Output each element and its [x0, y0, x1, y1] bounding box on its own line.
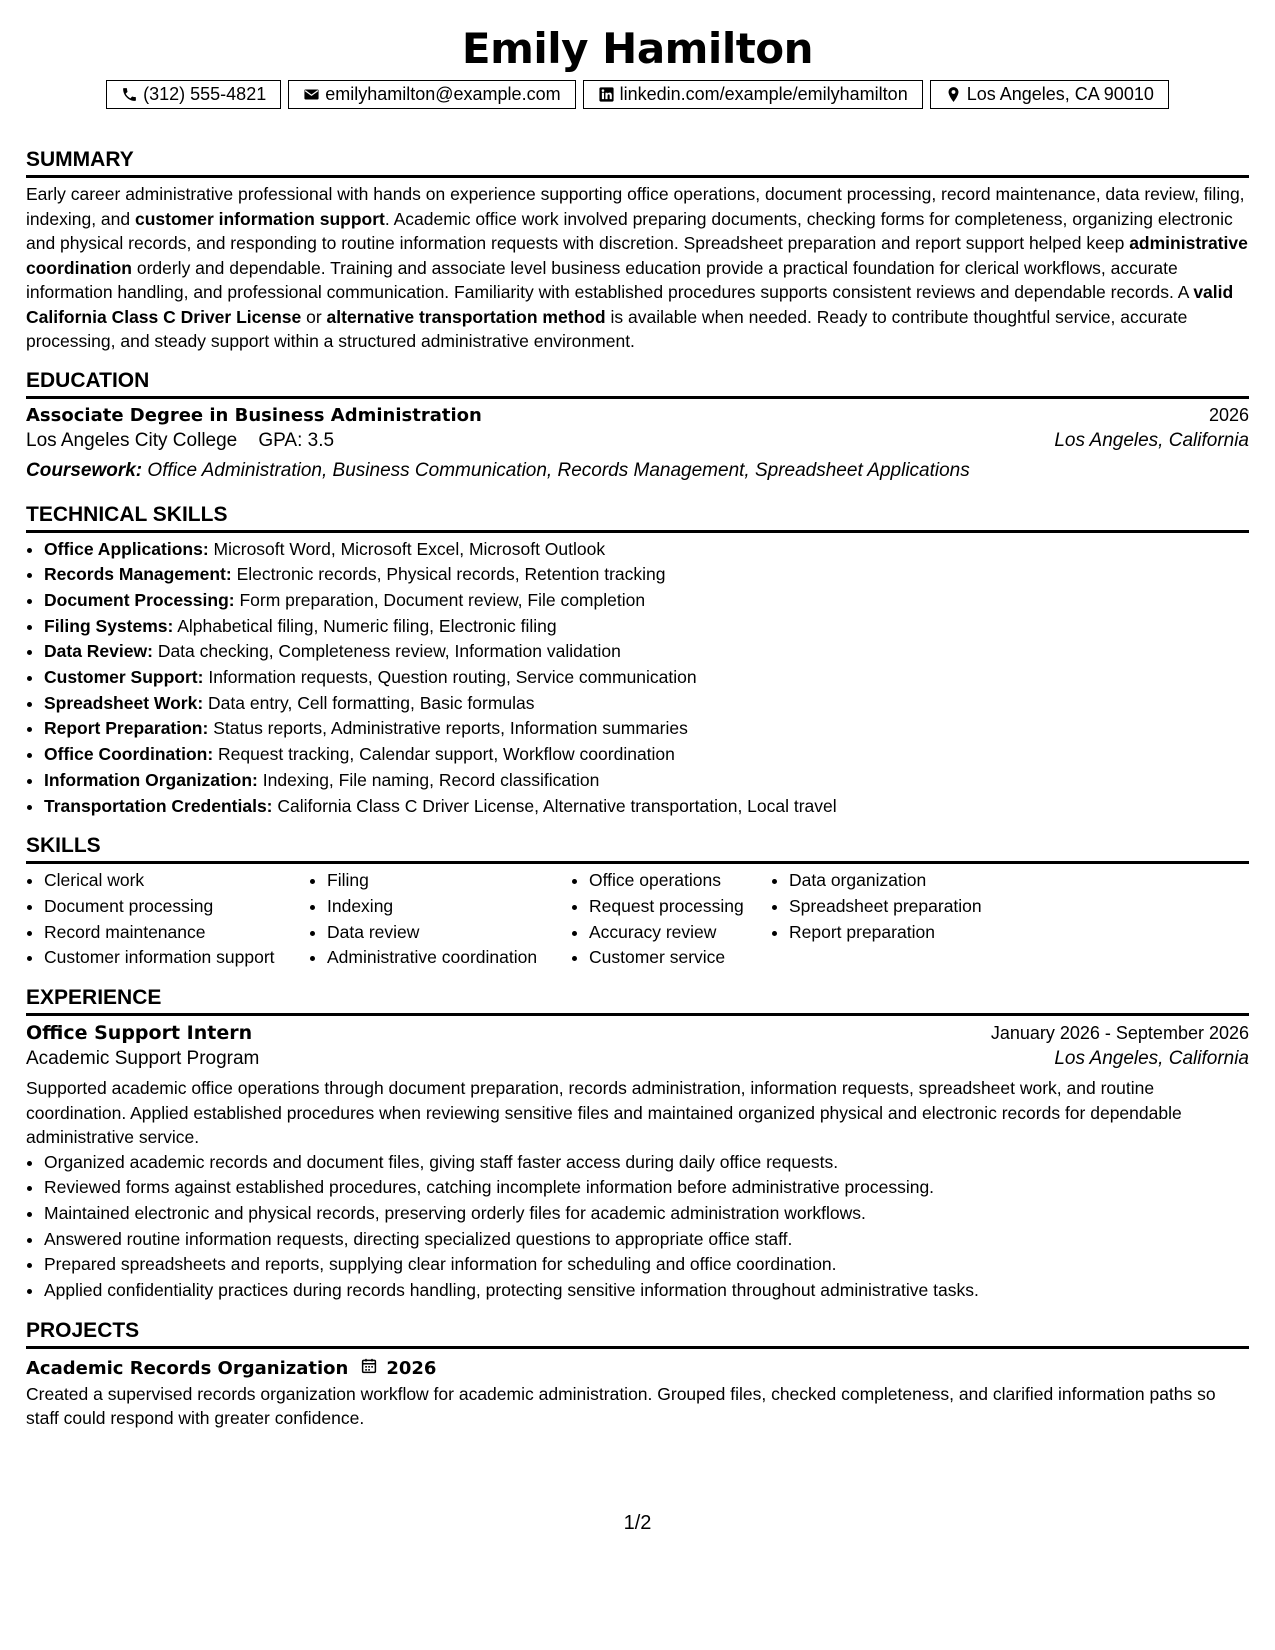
technical-skill-value: Form preparation, Document review, File completion: [239, 589, 646, 610]
technical-skill-value: Data entry, Cell formatting, Basic formulas: [208, 692, 535, 713]
skills-columns: [26, 868, 1249, 971]
section-heading: PROJECTS: [26, 1318, 1249, 1349]
technical-skill-item: [44, 691, 1249, 717]
resume-page: [26, 20, 1249, 1431]
technical-skill-value: Data checking, Completeness review, Information validation: [157, 641, 621, 662]
linkedin-icon: [598, 86, 615, 103]
skill-item: • Customer information support: [44, 945, 309, 971]
education-row-1: [26, 405, 1249, 426]
technical-skill-label: Customer Support:: [44, 667, 204, 688]
skill-item: • Clerical work: [44, 868, 309, 894]
technical-skill-label: Report Preparation:: [44, 718, 209, 739]
technical-skill-value: Status reports, Administrative reports, Information summaries: [213, 718, 688, 739]
job-dates: January 2026 - September 2026: [990, 1023, 1249, 1044]
section-heading: EDUCATION: [26, 368, 1249, 399]
school-location: Los Angeles, California: [1054, 429, 1249, 451]
project-description: Created a supervised records organization workflow for academic administration. Grouped files, checked completeness, and clarified information paths so staff could respond with greater confidence.: [26, 1383, 1216, 1429]
experience-bullet: • Reviewed forms against established procedures, catching incomplete information before administrative processing.: [44, 1175, 1249, 1201]
technical-skill-value: Electronic records, Physical records, Retention tracking: [236, 564, 666, 585]
section-heading: SUMMARY: [26, 147, 1249, 178]
technical-skill-label: Spreadsheet Work:: [44, 692, 204, 713]
experience-bullets: [26, 1150, 1249, 1304]
section-heading: EXPERIENCE: [26, 985, 1249, 1016]
experience-bullet: • Applied confidentiality practices during records handling, protecting sensitive information throughout administrative tasks.: [44, 1278, 1249, 1304]
calendar-icon: [360, 1357, 378, 1380]
job-description: Supported academic office operations through document preparation, records administration, information requests, spreadsheet work, and routine coordination. Applied established procedures when reviewing sensitive files and maintained organized physical and electronic records for dependable administrative service.: [26, 1078, 1182, 1148]
technical-skill-item: [44, 794, 1249, 820]
contact-phone[interactable]: [106, 80, 281, 109]
skill-item: • Data review: [327, 920, 571, 946]
technical-skill-value: California Class C Driver License, Alternative transportation, Local travel: [277, 795, 837, 816]
summary-fragment: Early career administrative professional with hands on experience supporting office operations, document processing, record maintenance, data review, filing, indexing, and: [26, 184, 1245, 229]
contact-phone-text: (312) 555-4821: [143, 84, 267, 104]
contact-email-text: emilyhamilton@example.com: [325, 84, 561, 104]
section-heading: TECHNICAL SKILLS: [26, 502, 1249, 533]
skills-column: [309, 868, 571, 971]
technical-skill-item: [44, 537, 1249, 563]
envelope-icon: [303, 86, 320, 103]
skills-section: [26, 833, 1249, 971]
technical-skill-value: Information requests, Question routing, Service communication: [208, 667, 697, 688]
coursework-label: Coursework:: [26, 459, 143, 481]
technical-skill-label: Office Coordination:: [44, 744, 214, 765]
technical-skill-label: Transportation Credentials:: [44, 795, 273, 816]
skill-item: • Accuracy review: [589, 920, 771, 946]
experience-row-1: [26, 1022, 1249, 1044]
summary-highlight: valid California Class C Driver License: [26, 282, 1234, 327]
contact-location: [930, 80, 1169, 109]
contact-location-text: Los Angeles, CA 90010: [966, 84, 1154, 104]
summary-fragment: is available when needed. Ready to contribute thoughtful service, accurate processing, and steady support within a structured administrative environment.: [26, 306, 1188, 351]
technical-skills-section: [26, 502, 1249, 820]
technical-skill-value: Request tracking, Calendar support, Workflow coordination: [218, 744, 675, 765]
technical-skill-label: Information Organization:: [44, 769, 258, 790]
summary-highlight: customer information support: [134, 208, 385, 229]
technical-skill-label: Records Management:: [44, 564, 232, 585]
technical-skills-list: [26, 537, 1249, 820]
experience-bullet: • Answered routine information requests, directing specialized questions to appropriate office staff.: [44, 1227, 1249, 1253]
organization: Academic Support Program: [26, 1048, 260, 1070]
school-name: Los Angeles City College: [26, 429, 238, 451]
skills-column: [771, 868, 1011, 971]
phone-icon: [121, 86, 138, 103]
map-marker-icon: [945, 86, 962, 103]
summary-highlight: administrative coordination: [26, 233, 1248, 278]
experience-bullet: • Maintained electronic and physical records, preserving orderly files for academic administration workflows.: [44, 1201, 1249, 1227]
technical-skill-item: [44, 742, 1249, 768]
summary-fragment: . Academic office work involved preparing documents, checking forms for completeness, organizing electronic and physical records, and responding to routine information requests with discretion. Spreadsheet preparation and report support helped keep: [26, 208, 1233, 253]
experience-row-2: [26, 1044, 1249, 1074]
technical-skill-item: [44, 588, 1249, 614]
gpa: GPA: 3.5: [258, 429, 335, 451]
projects-section: [26, 1318, 1249, 1431]
experience-bullet: • Prepared spreadsheets and reports, supplying clear information for scheduling and office coordination.: [44, 1252, 1249, 1278]
page-number: 1/2: [623, 1512, 652, 1534]
skill-item: • Record maintenance: [44, 920, 309, 946]
skills-column: [26, 868, 309, 971]
summary-fragment: orderly and dependable. Training and associate level business education provide a practical foundation for clerical workflows, accurate information handling, and professional communication. Familiarity with established procedures supports consistent reviews and dependable records. A: [26, 257, 1194, 302]
skills-column: [571, 868, 771, 971]
experience-section: [26, 985, 1249, 1304]
job-location: Los Angeles, California: [1054, 1048, 1249, 1070]
coursework-list: Office Administration, Business Communication, Records Management, Spreadsheet Applications: [147, 459, 970, 481]
technical-skill-item: [44, 665, 1249, 691]
contact-linkedin[interactable]: [583, 80, 923, 109]
skill-item: • Office operations: [589, 868, 771, 894]
technical-skill-label: Data Review:: [44, 641, 153, 662]
degree-name: Associate Degree in Business Administration: [26, 404, 482, 426]
technical-skill-label: Office Applications:: [44, 538, 209, 559]
coursework-line: [26, 456, 1249, 486]
technical-skill-item: [44, 614, 1249, 640]
contact-linkedin-text: linkedin.com/example/emilyhamilton: [619, 84, 908, 104]
skill-item: • Filing: [327, 868, 571, 894]
technical-skill-item: [44, 639, 1249, 665]
section-heading: SKILLS: [26, 833, 1249, 864]
project-name: Academic Records Organization: [26, 1357, 349, 1379]
skill-item: • Indexing: [327, 894, 571, 920]
skill-item: • Spreadsheet preparation: [789, 894, 1011, 920]
technical-skill-label: Filing Systems:: [44, 615, 174, 636]
summary-highlight: alternative transportation method: [326, 306, 606, 327]
education-section: [26, 368, 1249, 486]
technical-skill-value: Indexing, File naming, Record classification: [262, 769, 600, 790]
technical-skill-item: [44, 716, 1249, 742]
contact-bar: [26, 80, 1249, 109]
experience-bullet: • Organized academic records and document files, giving staff faster access during daily office requests.: [44, 1150, 1249, 1176]
summary-fragment: or: [301, 306, 327, 327]
contact-email[interactable]: [288, 80, 575, 109]
summary-section: [26, 147, 1249, 354]
job-title: Office Support Intern: [26, 1022, 253, 1045]
technical-skill-item: [44, 768, 1249, 794]
technical-skill-item: [44, 562, 1249, 588]
graduation-year: 2026: [1208, 404, 1249, 425]
summary-text: [26, 182, 1249, 354]
project-header: [26, 1357, 1249, 1380]
project-year: 2026: [386, 1357, 437, 1379]
skill-item: • Request processing: [589, 894, 771, 920]
skill-item: • Data organization: [789, 868, 1011, 894]
technical-skill-label: Document Processing:: [44, 589, 235, 610]
skill-item: • Administrative coordination: [327, 945, 571, 971]
education-row-2: [26, 426, 1249, 456]
skill-item: • Document processing: [44, 894, 309, 920]
skill-item: • Customer service: [589, 945, 771, 971]
technical-skill-value: Alphabetical filing, Numeric filing, Electronic filing: [177, 615, 557, 636]
skill-item: • Report preparation: [789, 920, 1011, 946]
technical-skill-value: Microsoft Word, Microsoft Excel, Microsoft Outlook: [213, 538, 606, 559]
candidate-name: Emily Hamilton: [461, 24, 814, 73]
